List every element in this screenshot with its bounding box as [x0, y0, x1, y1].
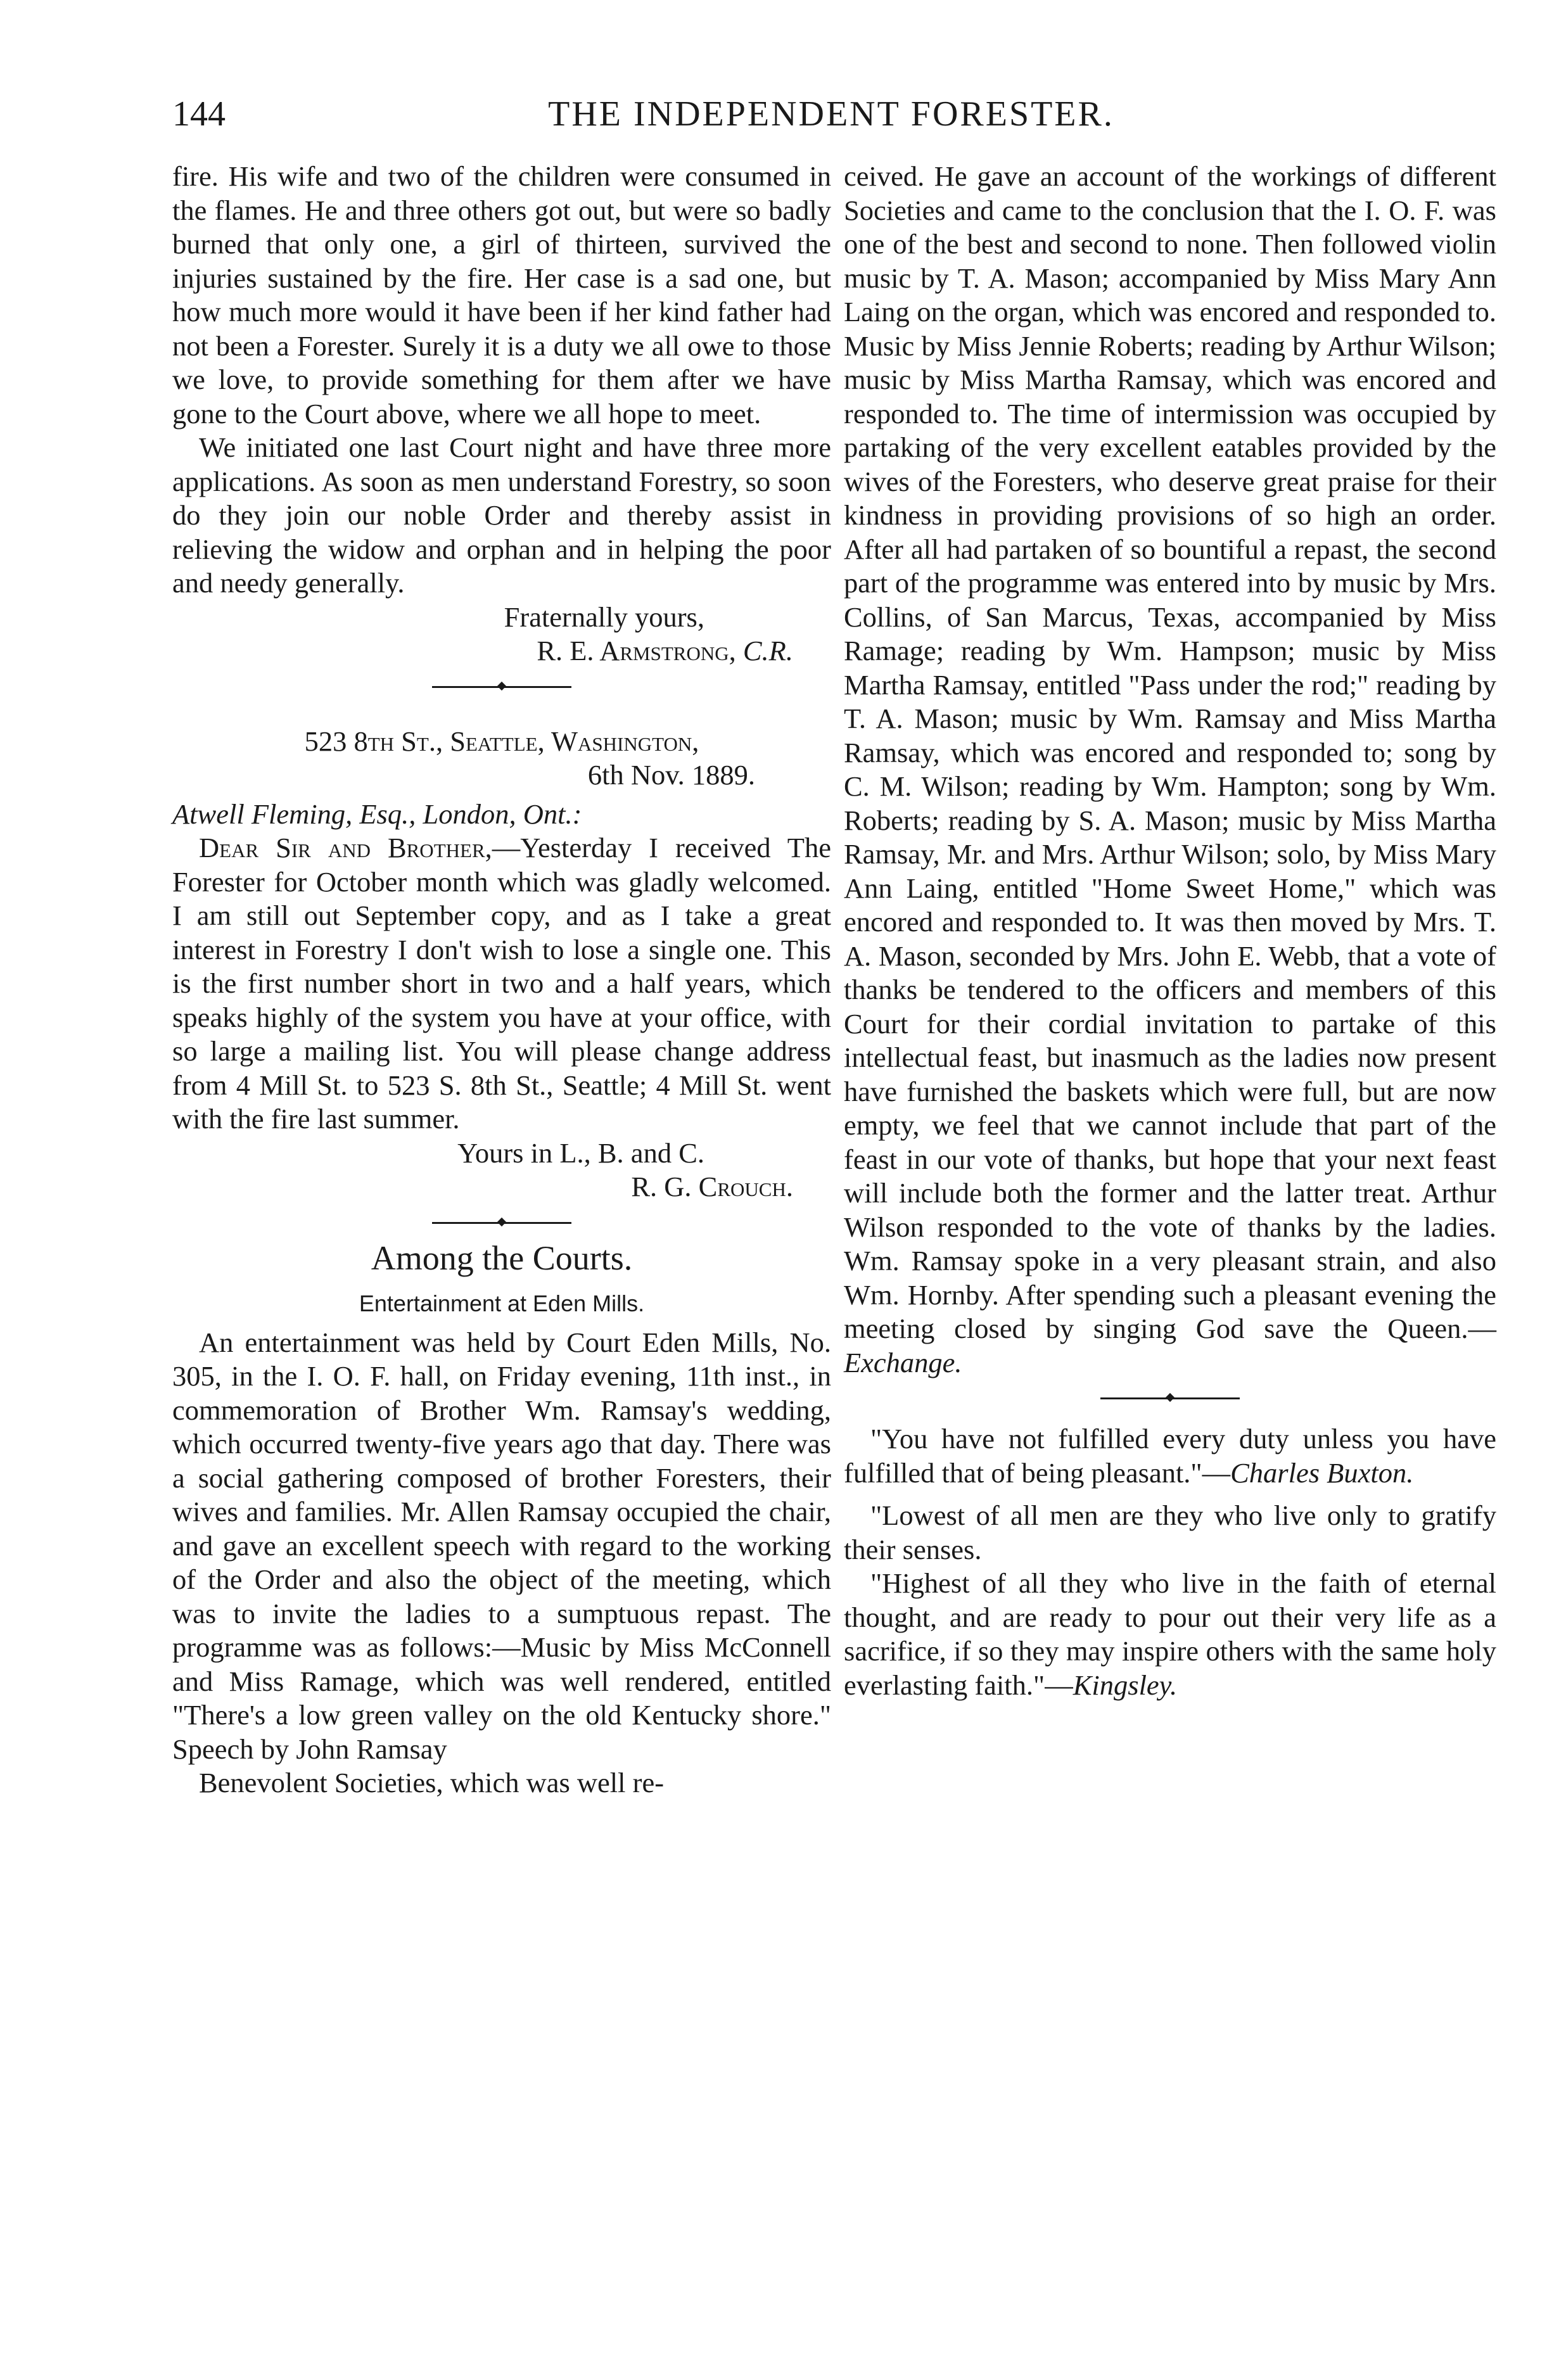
quote-kingsley-attribution: Kingsley.	[1073, 1669, 1178, 1701]
dateline-address: 523 8th St., Seattle, Washington,	[304, 725, 699, 757]
divider-rule	[1100, 1397, 1240, 1399]
quote-kingsley-text: "Highest of all they who live in the faith of eternal thought, and are ready to pour out their very life as a sacrifice, if so they may inspire others with the same holy everlasting faith."—	[844, 1567, 1496, 1701]
quote-kingsley-1: "Lowest of all men are they who live only to gratify their senses.	[844, 1499, 1496, 1565]
closing-1: Fraternally yours,	[504, 601, 704, 633]
quote-buxton	[844, 1422, 1496, 1490]
quote-buxton-attribution: Charles Buxton.	[1230, 1456, 1414, 1489]
letter-body	[172, 831, 831, 1136]
page-number: 144	[172, 94, 226, 134]
page-header	[172, 94, 1490, 144]
addressee: Atwell Fleming, Esq., London, Ont.:	[172, 798, 582, 830]
entertainment-paragraph: An entertainment was held by Court Eden Mills, No. 305, in the I. O. F. hall, on Friday evening, 11th inst., in commemoration of Brother Wm. Ramsay's wedding, which occurred twenty-five years ago that day. There was a social gathering composed of brother Foresters, their wives and families. Mr. Allen Ramsay occupied the chair, and gave an excellent speech with regard to the working of the Order and also the object of the meeting, which was to invite the ladies to a sumptuous repast. The programme was as follows:—Music by Miss McConnell and Miss Ramage, which was well rendered, entitled "There's a low green valley on the old Kentucky shore." Speech by John Ramsay	[172, 1326, 831, 1765]
left-column	[172, 160, 831, 1800]
closing-2: Yours in L., B. and C.	[457, 1136, 704, 1169]
article-subtitle: Entertainment at Eden Mills.	[359, 1290, 645, 1316]
salutation: Dear Sir and Brother,	[199, 832, 492, 863]
letter-paragraph-2: We initiated one last Court night and have three more applications. As soon as men understand Forestry, so soon do they join our noble Order and thereby assist in relieving the widow and orphan and in helping the poor and needy generally.	[172, 431, 831, 599]
entertainment-continued	[844, 160, 1496, 1380]
signature-2: R. G. Crouch.	[631, 1171, 793, 1202]
signer-1-name: R. E. Armstrong,	[537, 635, 736, 666]
entertainment-last-line: Benevolent Societies, which was well re-	[199, 1767, 665, 1798]
letter-paragraph-1: fire. His wife and two of the children were consumed in the flames. He and three others got out, but were so badly burned that only one, a girl of thirteen, survived the injuries sustained by the fire. Her case is a sad one, but how much more would it have been if her kind father had not been a Forester. Surely it is a duty we all owe to those we love, to provide something for them after we have gone to the Court above, where we all hope to meet.	[172, 160, 831, 430]
exchange-credit: Exchange.	[844, 1346, 962, 1378]
quote-buxton-text: "You have not fulfilled every duty unless you have fulfilled that of being pleasant."—	[844, 1423, 1496, 1489]
quote-kingsley-2	[844, 1567, 1496, 1702]
divider-rule	[432, 1222, 571, 1224]
dateline-date: 6th Nov. 1889.	[587, 759, 755, 791]
entertainment-continued-text: ceived. He gave an account of the workings of different Societies and came to the conclusion that the I. O. F. was one of the best and second to none. Then followed violin music by T. A. Mason; accompanied by Miss Mary Ann Laing on the organ, which was encored and responded to. Music by Miss Jennie Roberts; reading by Arthur Wilson; music by Miss Martha Ramsay, which was encored and responded to. The time of intermission was occupied by partaking of the very excellent eatables provided by the wives of the Foresters, who deserve great praise for their kindness in providing provisions of so high an order. After all had partaken of so bountiful a repast, the second part of the programme was entered into by music by Mrs. Collins, of San Marcus, Texas, accompanied by Miss Ramage; reading by Wm. Hampson; music by Miss Martha Ramsay, entitled "Pass under the rod;" reading by T. A. Mason; music by Wm. Ramsay and Miss Martha Ramsay, which was encored and responded to; song by C. M. Wilson; reading by Wm. Hampton; song by Wm. Roberts; reading by S. A. Mason; music by Miss Martha Ramsay, Mr. and Mrs. Arthur Wilson; solo, by Miss Mary Ann Laing, entitled "Home Sweet Home," which was encored and responded to. It was then moved by Mrs. T. A. Mason, seconded by Mrs. John E. Webb, that a vote of thanks be tendered to the officers and members of this Court for their cordial invitation to partake of this intellectual feast, but inasmuch as the ladies now present have furnished the baskets which were full, but are now empty, we feel that we cannot include that part of the feast in our vote of thanks, but hope that your next feast will include both the former and the latter treat. Arthur Wilson responded to the vote of thanks by the ladies. Wm. Ramsay spoke in a very pleasant strain, and also Wm. Hornby. After spending such a pleasant evening the meeting closed by singing God save the Queen.—	[844, 160, 1496, 1344]
signer-1-title: C.R.	[742, 635, 793, 666]
divider-rule	[432, 686, 571, 688]
running-title: THE INDEPENDENT FORESTER.	[548, 94, 1114, 134]
section-title: Among the Courts.	[371, 1238, 633, 1277]
right-column	[844, 160, 1496, 1702]
letter-body-text: —Yesterday I received The Forester for October month which was gladly welcomed. I am still out September copy, and as I take a great interest in Forestry I don't wish to lose a single one. This is the first number short in two and a half years, which speaks highly of the system you have at your office, with so large a mailing list. You will please change address from 4 Mill St. to 523 S. 8th St., Seattle; 4 Mill St. went with the fire last summer.	[172, 832, 831, 1135]
signature-1	[172, 634, 831, 668]
